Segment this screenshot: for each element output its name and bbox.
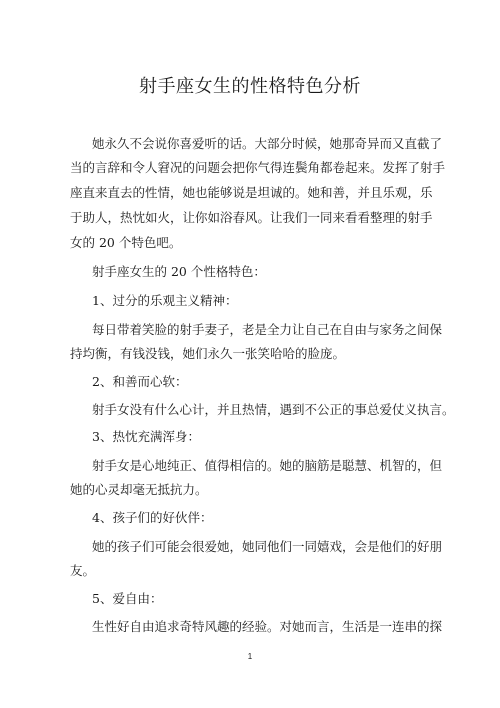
trait-5-line-1: 生性好自由追求奇特风趣的经验。对她而言，生活是一连串的探: [92, 619, 443, 634]
intro-line-4: 于助人，热忱如火，让你如浴春风。让我们一同来看看整理的射手: [70, 210, 433, 225]
trait-5-heading: 5、爱自由：: [92, 591, 163, 606]
trait-4-line-1: 她的孩子们可能会很爱她，她同他们一同嬉戏，会是他们的好朋: [92, 539, 443, 554]
list-heading: 射手座女生的 20 个性格特色：: [92, 264, 266, 279]
intro-line-1: 她永久不会说你喜爱听的话。大部分时候，她那奇异而又直截了: [92, 136, 443, 151]
trait-2-heading: 2、和善而心软：: [92, 374, 188, 389]
trait-3-heading: 3、热忱充满浑身：: [92, 429, 200, 444]
trait-1-line-2: 持均衡，有钱没钱，她们永久一张笑哈哈的脸庞。: [70, 346, 346, 361]
trait-1-line-1: 每日带着笑脸的射手妻子，老是全力让自己在自由与家务之间保: [92, 322, 443, 337]
trait-4-heading: 4、孩子们的好伙伴：: [92, 510, 213, 525]
trait-4-line-2: 友。: [70, 563, 96, 578]
trait-3-line-1: 射手女是心地纯正、值得相信的。她的脑筋是聪慧、机智的，但: [92, 458, 443, 473]
intro-line-3: 座直来直去的性情，她也能够说是坦诚的。她和善，并且乐观，乐: [70, 185, 433, 200]
trait-1-heading: 1、过分的乐观主义精神：: [92, 293, 238, 308]
page-number: 1: [247, 652, 253, 661]
intro-line-5: 女的 20 个特色吧。: [70, 235, 182, 250]
trait-2-line-1: 射手女没有什么心计，并且热情，遇到不公正的事总爱仗义执言。: [92, 402, 455, 417]
trait-3-line-2: 她的心灵却毫无抵抗力。: [70, 482, 208, 497]
intro-line-2: 当的言辞和令人窘况的问题会把你气得连鬓角都卷起来。发挥了射手: [70, 160, 446, 175]
document-title: 射手座女生的性格特色分析: [139, 76, 361, 97]
